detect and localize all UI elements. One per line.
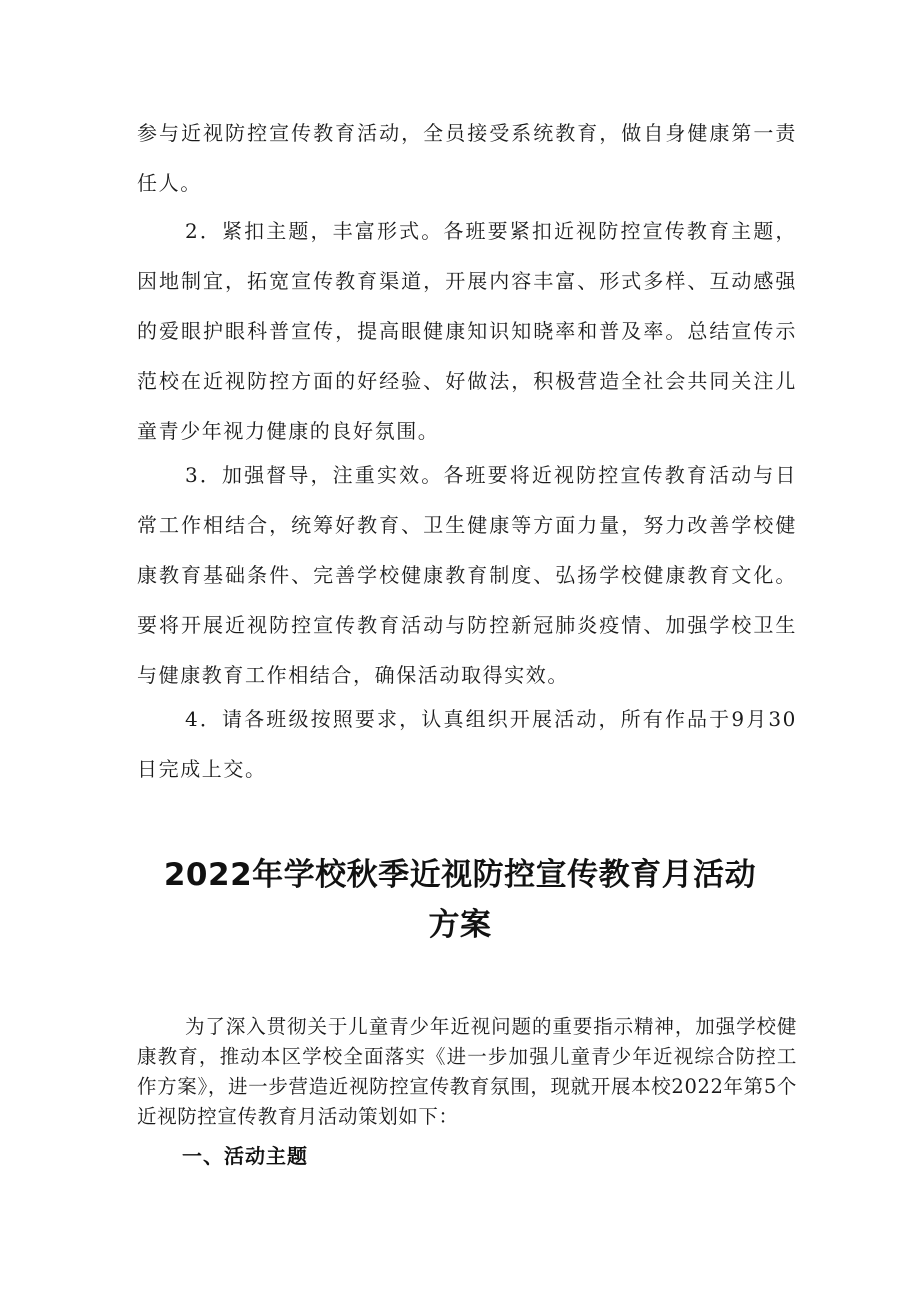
paragraph-continuation: 参与近视防控宣传教育活动，全员接受系统教育，做自身健康第一责任人。 <box>137 121 797 195</box>
title-line-2: 方案 <box>428 907 492 943</box>
document-title <box>120 850 800 950</box>
intro-paragraph: 为了深入贯彻关于儿童青少年近视问题的重要指示精神，加强学校健康教育，推动本区学校全面落实《进一步加强儿童青少年近视综合防控工作方案》，进一步营造近视防控宣传教育氛围，现就开展本校2022年第5个近视防控宣传教育月活动策划如下： <box>137 1015 797 1128</box>
paragraph-item-4: 4．请各班级按照要求，认真组织开展活动，所有作品于9月30日完成上交。 <box>137 707 797 781</box>
paragraph-item-2: 2．紧扣主题，丰富形式。各班要紧扣近视防控宣传教育主题，因地制宜，拓宽宣传教育渠道，开展内容丰富、形式多样、互动感强的爱眼护眼科普宣传，提高眼健康知识知晓率和普及率。总结宣传示范校在近视防控方面的好经验、好做法，积极营造全社会共同关注儿童青少年视力健康的良好氛围。 <box>137 219 797 443</box>
section-heading-1: 一、活动主题 <box>182 1144 308 1168</box>
title-line-1: 2022年学校秋季近视防控宣传教育月活动 <box>163 857 757 893</box>
paragraph-item-3: 3．加强督导，注重实效。各班要将近视防控宣传教育活动与日常工作相结合，统筹好教育、卫生健康等方面力量，努力改善学校健康教育基础条件、完善学校健康教育制度、弘扬学校健康教育文化。要将开展近视防控宣传教育活动与防控新冠肺炎疫情、加强学校卫生与健康教育工作相结合，确保活动取得实效。 <box>137 463 797 687</box>
